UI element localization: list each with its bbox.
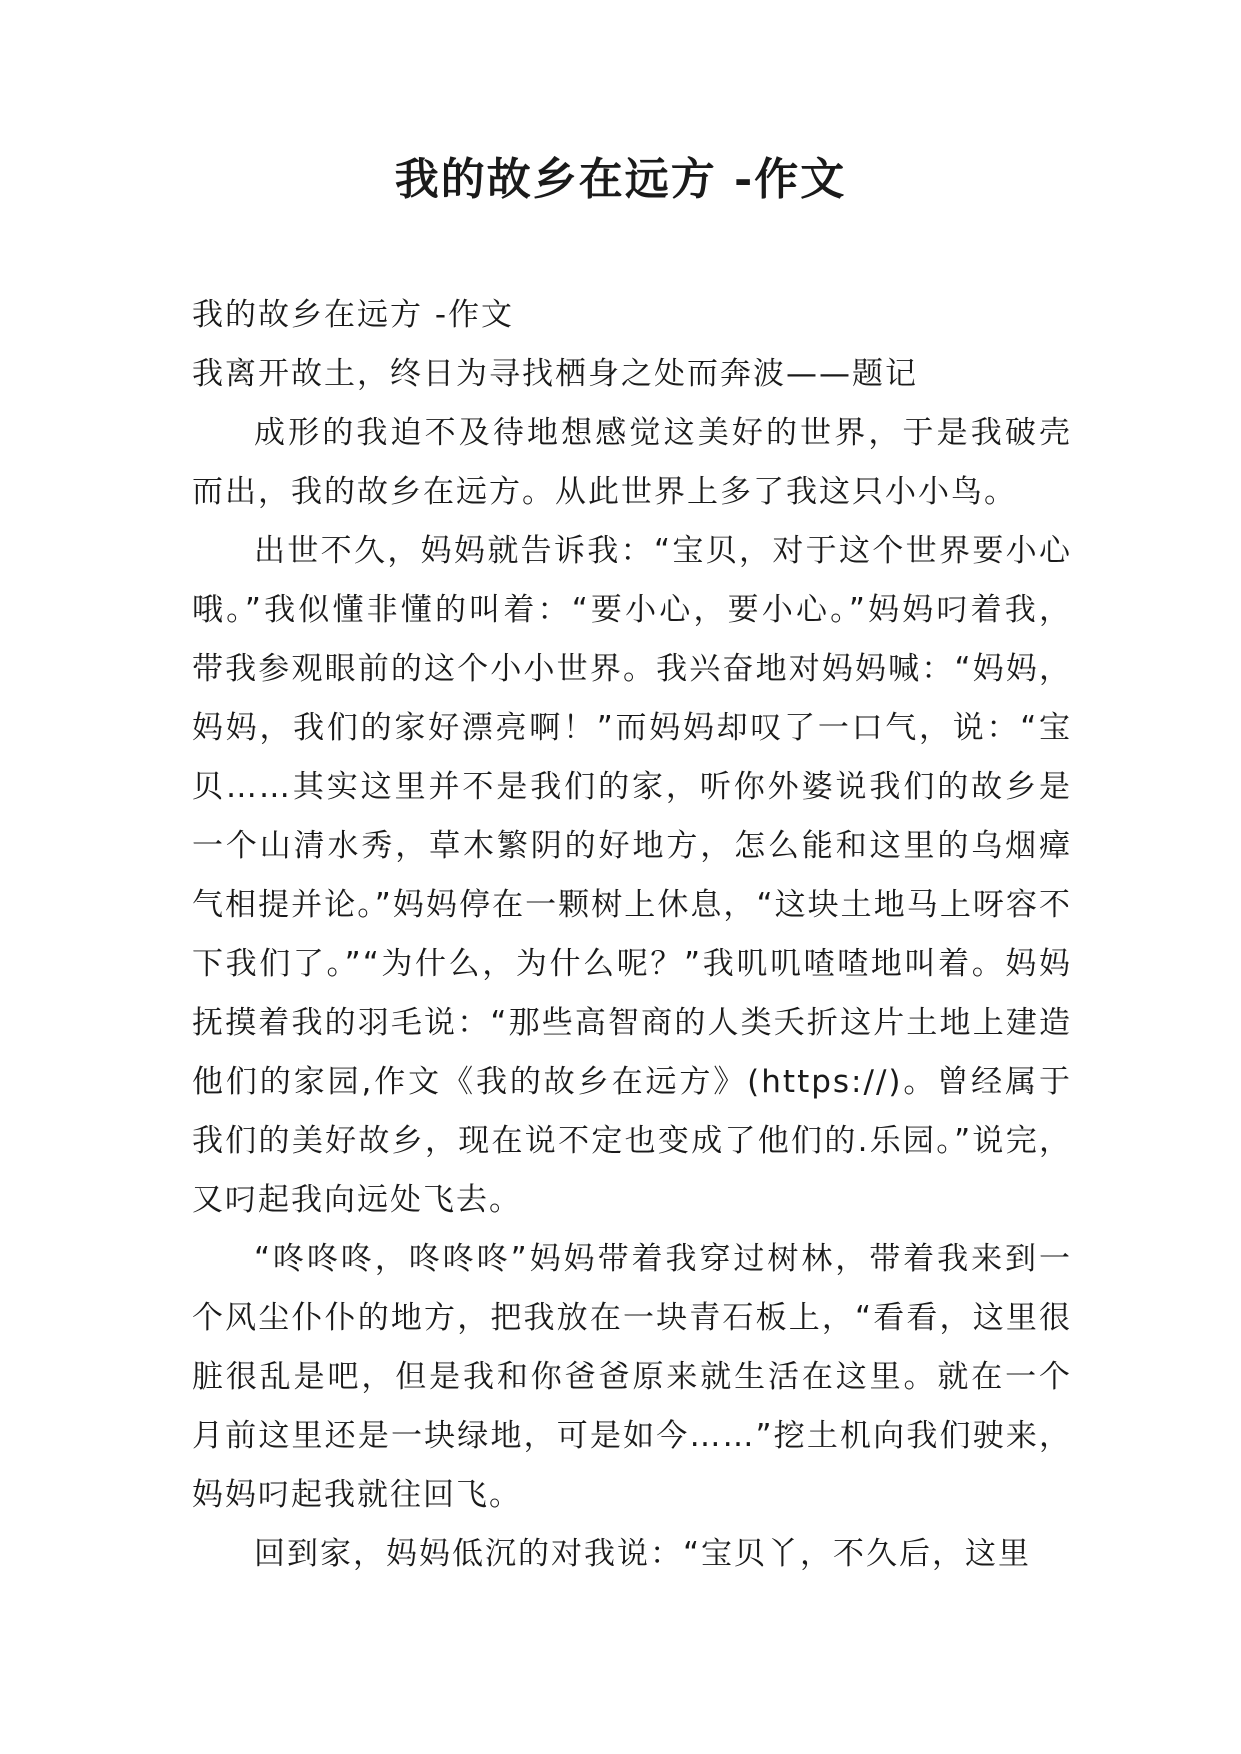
document-subtitle: 我的故乡在远方 -作文 (192, 297, 515, 333)
document-title: 我的故乡在远方 -作文 (394, 154, 847, 205)
paragraph-3: “咚咚咚，咚咚咚”妈妈带着我穿过树林，带着我来到一个风尘仆仆的地方，把我放在一块青石板上，“看看，这里很脏很乱是吧，但是我和你爸爸原来就生活在这里。就在一个月前这里还是一块绿地，可是如今……”挖土机向我们驶来，妈妈叼起我就往回飞。 (192, 1241, 1072, 1513)
document-epigraph: 我离开故土，终日为寻找栖身之处而奔波——题记 (192, 356, 918, 392)
paragraph-4: 回到家，妈妈低沉的对我说：“宝贝丫，不久后，这里 (254, 1536, 1032, 1572)
document-body (192, 286, 1072, 1584)
paragraph-2: 出世不久，妈妈就告诉我：“宝贝，对于这个世界要小心哦。”我似懂非懂的叫着：“要小心，要小心。”妈妈叼着我，带我参观眼前的这个小小世界。我兴奋地对妈妈喊：“妈妈，妈妈，我们的家好漂亮啊！”而妈妈却叹了一口气，说：“宝贝……其实这里并不是我们的家，听你外婆说我们的故乡是一个山清水秀，草木繁阴的好地方，怎么能和这里的乌烟瘴气相提并论。”妈妈停在一颗树上休息，“这块土地马上呀容不下我们了。”“为什么，为什么呢？”我叽叽喳喳地叫着。妈妈抚摸着我的羽毛说：“那些高智商的人类夭折这片土地上建造他们的家园,作文《我的故乡在远方》(https://)。曾经属于我们的美好故乡，现在说不定也变成了他们的.乐园。”说完，又叼起我向远处飞去。 (192, 533, 1072, 1218)
paragraph-1: 成形的我迫不及待地想感觉这美好的世界，于是我破壳而出，我的故乡在远方。从此世界上多了我这只小小鸟。 (192, 415, 1072, 510)
